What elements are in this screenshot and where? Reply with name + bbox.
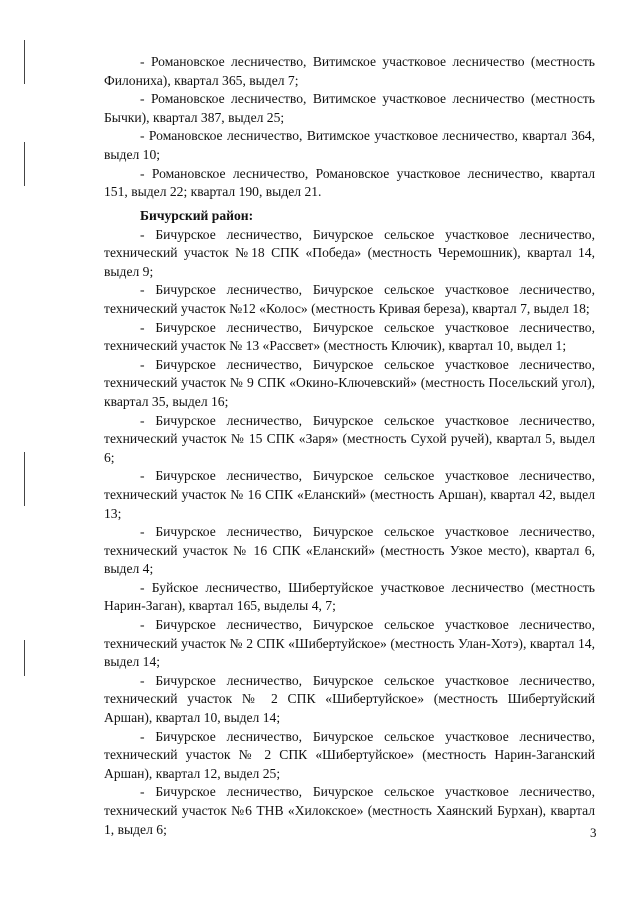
page-number: 3 [590, 825, 597, 840]
list-item: - Бичурское лесничество, Бичурское сельское участковое лесничество, технический участок № 16 СПК «Еланский» (местность Аршан), квартал 42, выдел 13; [104, 468, 595, 521]
list-item: - Бичурское лесничество, Бичурское сельское участковое лесничество, технический участок № 2 СПК «Шибертуйское» (местность Нарин-Заганский Аршан), квартал 12, выдел 25; [104, 728, 595, 781]
list-item: - Романовское лесничество, Витимское участковое лесничество, квартал 364, выдел 10; [104, 128, 595, 162]
list-item: - Буйское лесничество, Шибертуйское участковое лесничество (местность Нарин-Заган), квартал 165, выделы 4, 7; [104, 579, 595, 614]
list-item: - Бичурское лесничество, Бичурское сельское участковое лесничество, технический участок №6 ТНВ «Хилокское» (местность Хаянский Бурхан), квартал 1, выдел 6; [104, 784, 595, 837]
scan-mark [24, 40, 25, 84]
list-item: - Романовское лесничество, Романовское участковое лесничество, квартал 151, выдел 22; квартал 190, выдел 21. [104, 165, 595, 200]
list-item: - Бичурское лесничество, Бичурское сельское участковое лесничество, технический участок № 9 СПК «Окино-Ключевский» (местность Посельский угол), квартал 35, выдел 16; [104, 356, 595, 409]
list-item: - Бичурское лесничество, Бичурское сельское участковое лесничество, технический участок №12 «Колос» (местность Кривая береза), квартал 7, выдел 18; [104, 282, 595, 316]
scan-mark [24, 640, 25, 676]
scan-mark [24, 142, 25, 186]
text-block-section [104, 207, 595, 839]
list-item: - Бичурское лесничество, Бичурское сельское участковое лесничество, технический участок № 2 СПК «Шибертуйское» (местность Шибертуйский Аршан), квартал 10, выдел 14; [104, 672, 595, 726]
list-item: - Романовское лесничество, Витимское участковое лесничество (местность Филониха), квартал 365, выдел 7; [104, 54, 595, 88]
list-item: - Бичурское лесничество, Бичурское сельское участковое лесничество, технический участок № 16 СПК «Еланский» (местность Узкое место), квартал 6, выдел 4; [104, 524, 595, 577]
list-item: - Бичурское лесничество, Бичурское сельское участковое лесничество, технический участок №18 СПК «Победа» (местность Черемошник), квартал 14, выдел 9; [104, 226, 595, 279]
list-item: - Бичурское лесничество, Бичурское сельское участковое лесничество, технический участок № 15 СПК «Заря» (местность Сухой ручей), квартал 5, выдел 6; [104, 412, 595, 465]
list-item: - Романовское лесничество, Витимское участковое лесничество (местность Бычки), квартал 387, выдел 25; [104, 91, 595, 125]
text-block-top [104, 53, 595, 202]
section-heading: Бичурский район: [140, 208, 254, 223]
list-item: - Бичурское лесничество, Бичурское сельское участковое лесничество, технический участок № 2 СПК «Шибертуйское» (местность Улан-Хотэ), квартал 14, выдел 14; [104, 617, 595, 670]
scan-mark [24, 452, 25, 506]
list-item: - Бичурское лесничество, Бичурское сельское участковое лесничество, технический участок № 13 «Рассвет» (местность Ключик), квартал 10, выдел 1; [104, 319, 595, 354]
